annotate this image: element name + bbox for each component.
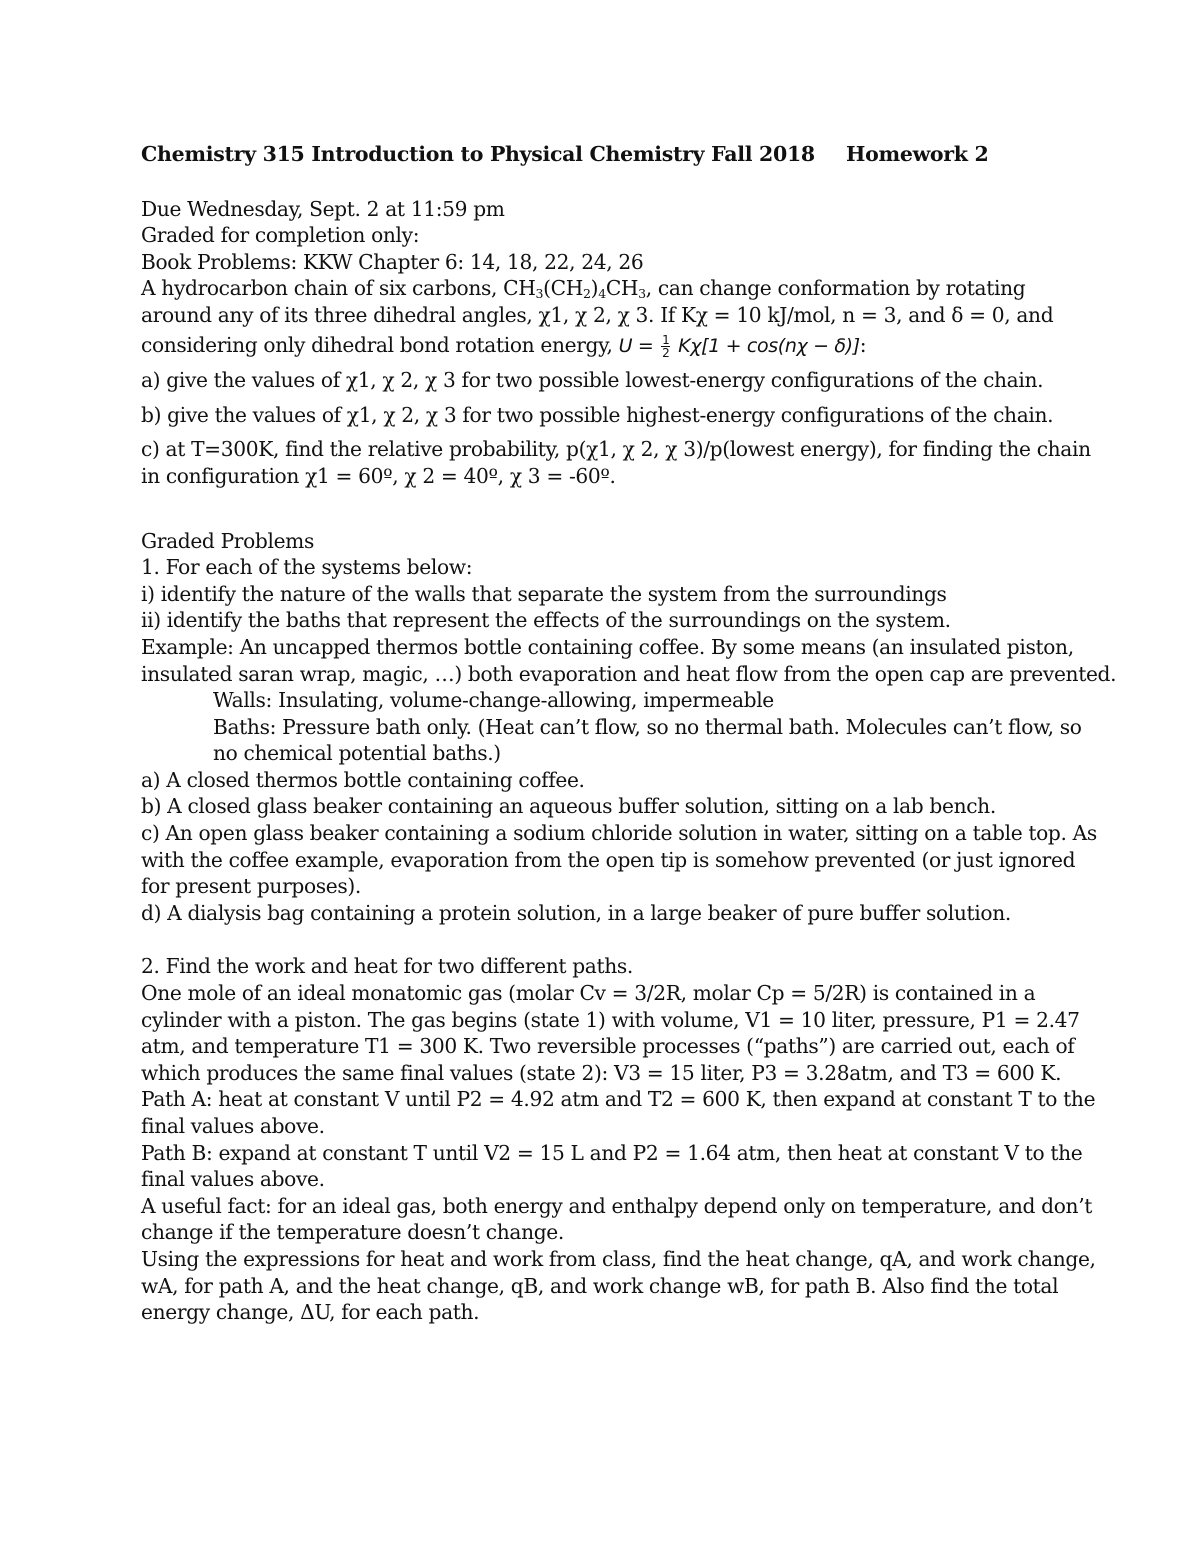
- subscript: 3: [638, 286, 646, 302]
- problem-2-line-1: One mole of an ideal monatomic gas (molar Cv = 3/2R, molar Cp = 5/2R) is contained in a: [141, 981, 1036, 1006]
- text-run: , can change conformation by rotating: [645, 276, 1026, 301]
- fraction-denominator: 2: [662, 345, 670, 360]
- fraction-numerator: 1: [662, 332, 670, 347]
- text-run: (CH: [543, 276, 584, 301]
- hydrocarbon-line-2: around any of its three dihedral angles, χ1, χ 2, χ 3. If Kχ = 10 kJ/mol, n = 3, and δ = 0, and: [141, 302, 1054, 327]
- subscript: 4: [598, 286, 606, 302]
- example-walls: Walls: Insulating, volume-change-allowing, impermeable: [213, 688, 774, 713]
- course-title: Chemistry 315 Introduction to Physical Chemistry Fall 2018: [141, 142, 815, 166]
- problem-2-line-7: Path B: expand at constant T until V2 = 15 L and P2 = 1.64 atm, then heat at constant V to the: [141, 1140, 1083, 1165]
- problem-1-b: b) A closed glass beaker containing an aqueous buffer solution, sitting on a lab bench.: [141, 794, 996, 819]
- text-run: A hydrocarbon chain of six carbons, CH: [141, 276, 536, 301]
- energy-formula: [618, 332, 860, 360]
- graded-for-completion: Graded for completion only:: [141, 223, 420, 248]
- energy-text: considering only dihedral bond rotation energy,: [141, 332, 613, 357]
- example-line-2: insulated saran wrap, magic, …) both evaporation and heat flow from the open cap are prevented.: [141, 661, 1117, 686]
- assignment-title: Homework 2: [846, 142, 989, 166]
- fraction-one-half: [661, 334, 670, 359]
- problem-2-line-9: A useful fact: for an ideal gas, both energy and enthalpy depend only on temperature, and don’t: [141, 1193, 1093, 1218]
- due-date: Due Wednesday, Sept. 2 at 11:59 pm: [141, 196, 505, 221]
- document-body: [141, 141, 1117, 1326]
- problem-1-c-2: with the coffee example, evaporation from the open tip is somehow prevented (or just ignored: [141, 847, 1076, 872]
- problem-1-c-1: c) An open glass beaker containing a sodium chloride solution in water, sitting on a table top. As: [141, 821, 1097, 846]
- example-line-1: Example: An uncapped thermos bottle containing coffee. By some means (an insulated piston,: [141, 634, 1074, 659]
- hydrocarbon-line-1: [141, 275, 1071, 302]
- problem-2-line-13: energy change, ΔU, for each path.: [141, 1300, 480, 1325]
- formula-rhs: Kχ[1 + cos(nχ − δ)]: [678, 334, 860, 357]
- text-run: CH: [605, 276, 639, 301]
- problem-1-a: a) A closed thermos bottle containing coffee.: [141, 767, 585, 792]
- part-a: a) give the values of χ1, χ 2, χ 3 for two possible lowest-energy configurations of the chain.: [141, 368, 1044, 393]
- hydrocarbon-line-3: [141, 332, 1071, 360]
- problem-2-line-8: final values above.: [141, 1167, 325, 1192]
- part-b: b) give the values of χ1, χ 2, χ 3 for two possible highest-energy configurations of the chain.: [141, 402, 1054, 427]
- problem-1-i: i) identify the nature of the walls that separate the system from the surroundings: [141, 581, 947, 606]
- problem-2-line-5: Path A: heat at constant V until P2 = 4.92 atm and T2 = 600 K, then expand at constant T to the: [141, 1087, 1096, 1112]
- formula-tail: :: [859, 332, 867, 357]
- part-c-line-2: in configuration χ1 = 60º, χ 2 = 40º, χ 3 = -60º.: [141, 463, 616, 488]
- problem-2-line-4: which produces the same final values (state 2): V3 = 15 liter, P3 = 3.28atm, and T3 = 600 K.: [141, 1060, 1062, 1085]
- problem-2-line-12: wA, for path A, and the heat change, qB, and work change wB, for path B. Also find the total: [141, 1273, 1059, 1298]
- problem-1-d: d) A dialysis bag containing a protein solution, in a large beaker of pure buffer solution.: [141, 900, 1011, 925]
- problem-2-line-6: final values above.: [141, 1114, 325, 1138]
- header: [141, 141, 1071, 168]
- part-c-line-1: c) at T=300K, find the relative probability, p(χ1, χ 2, χ 3)/p(lowest energy), for finding the chain: [141, 437, 1091, 462]
- problem-1-c-3: for present purposes).: [141, 874, 361, 899]
- example-baths-2: no chemical potential baths.): [213, 741, 501, 766]
- book-problems: Book Problems: KKW Chapter 6: 14, 18, 22, 24, 26: [141, 249, 644, 274]
- problem-2-line-11: Using the expressions for heat and work from class, find the heat change, qA, and work change,: [141, 1246, 1096, 1271]
- problem-2-line-2: cylinder with a piston. The gas begins (state 1) with volume, V1 = 10 liter, pressure, P1 = 2.47: [141, 1007, 1080, 1032]
- problem-1-ii: ii) identify the baths that represent the effects of the surroundings on the system.: [141, 608, 951, 633]
- problem-2-line-10: change if the temperature doesn’t change.: [141, 1220, 564, 1245]
- problem-1-stem: 1. For each of the systems below:: [141, 555, 473, 580]
- problem-2-line-3: atm, and temperature T1 = 300 K. Two reversible processes (“paths”) are carried out, each of: [141, 1034, 1075, 1059]
- problem-2-stem: 2. Find the work and heat for two different paths.: [141, 954, 633, 979]
- subscript: 3: [535, 286, 544, 302]
- example-baths-1: Baths: Pressure bath only. (Heat can’t flow, so no thermal bath. Molecules can’t flow, so: [213, 714, 1082, 739]
- formula-lhs: U =: [618, 334, 654, 357]
- subscript: 2: [583, 286, 591, 302]
- text-run: ): [590, 276, 599, 301]
- graded-problems-heading: Graded Problems: [141, 528, 314, 553]
